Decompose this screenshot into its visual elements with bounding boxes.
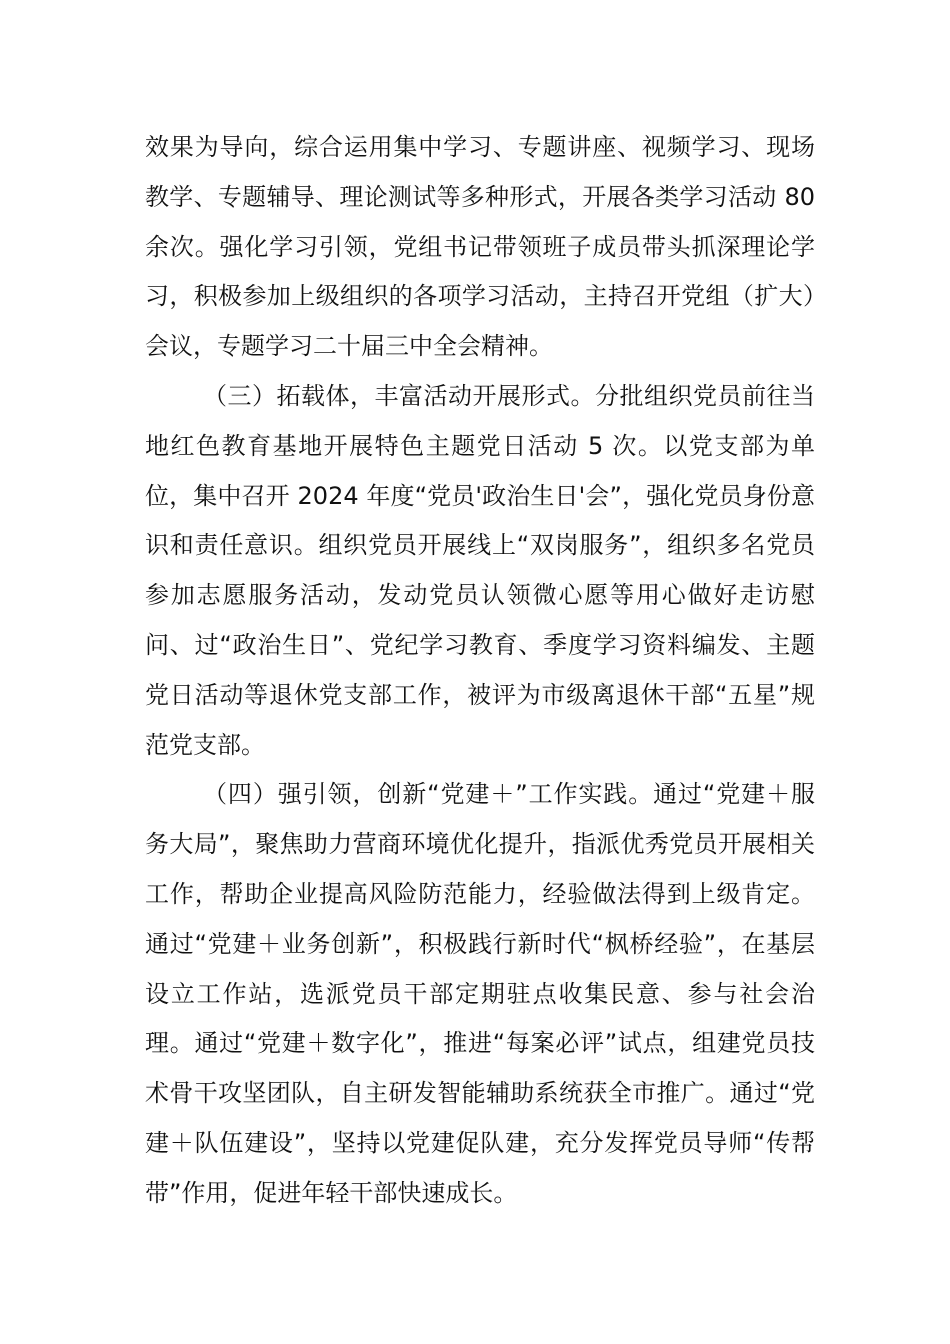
document-body [145, 123, 815, 1219]
paragraph-section-three: （三）拓载体，丰富活动开展形式。分批组织党员前往当地红色教育基地开展特色主题党日活动 5 次。以党支部为单位，集中召开 2024 年度“党员'政治生日'会”，强化党员身份意识和责任意识。组织党员开展线上“双岗服务”，组织多名党员参加志愿服务活动，发动党员认领微心愿等用心做好走访慰问、过“政治生日”、党纪学习教育、季度学习资料编发、主题党日活动等退休党支部工作，被评为市级离退休干部“五星”规范党支部。 [145, 381, 815, 759]
paragraph-continuation: 效果为导向，综合运用集中学习、专题讲座、视频学习、现场教学、专题辅导、理论测试等多种形式，开展各类学习活动 80 余次。强化学习引领，党组书记带领班子成员带头抓深理论学习，积极参加上级组织的各项学习活动，主持召开党组（扩大）会议，专题学习二十届三中全会精神。 [145, 133, 815, 361]
paragraph-section-four: （四）强引领，创新“党建＋”工作实践。通过“党建＋服务大局”，聚焦助力营商环境优化提升，指派优秀党员开展相关工作，帮助企业提高风险防范能力，经验做法得到上级肯定。通过“党建＋业务创新”，积极践行新时代“枫桥经验”，在基层设立工作站，选派党员干部定期驻点收集民意、参与社会治理。通过“党建＋数字化”，推进“每案必评”试点，组建党员技术骨干攻坚团队，自主研发智能辅助系统获全市推广。通过“党建＋队伍建设”，坚持以党建促队建，充分发挥党员导师“传帮带”作用，促进年轻干部快速成长。 [145, 780, 815, 1207]
